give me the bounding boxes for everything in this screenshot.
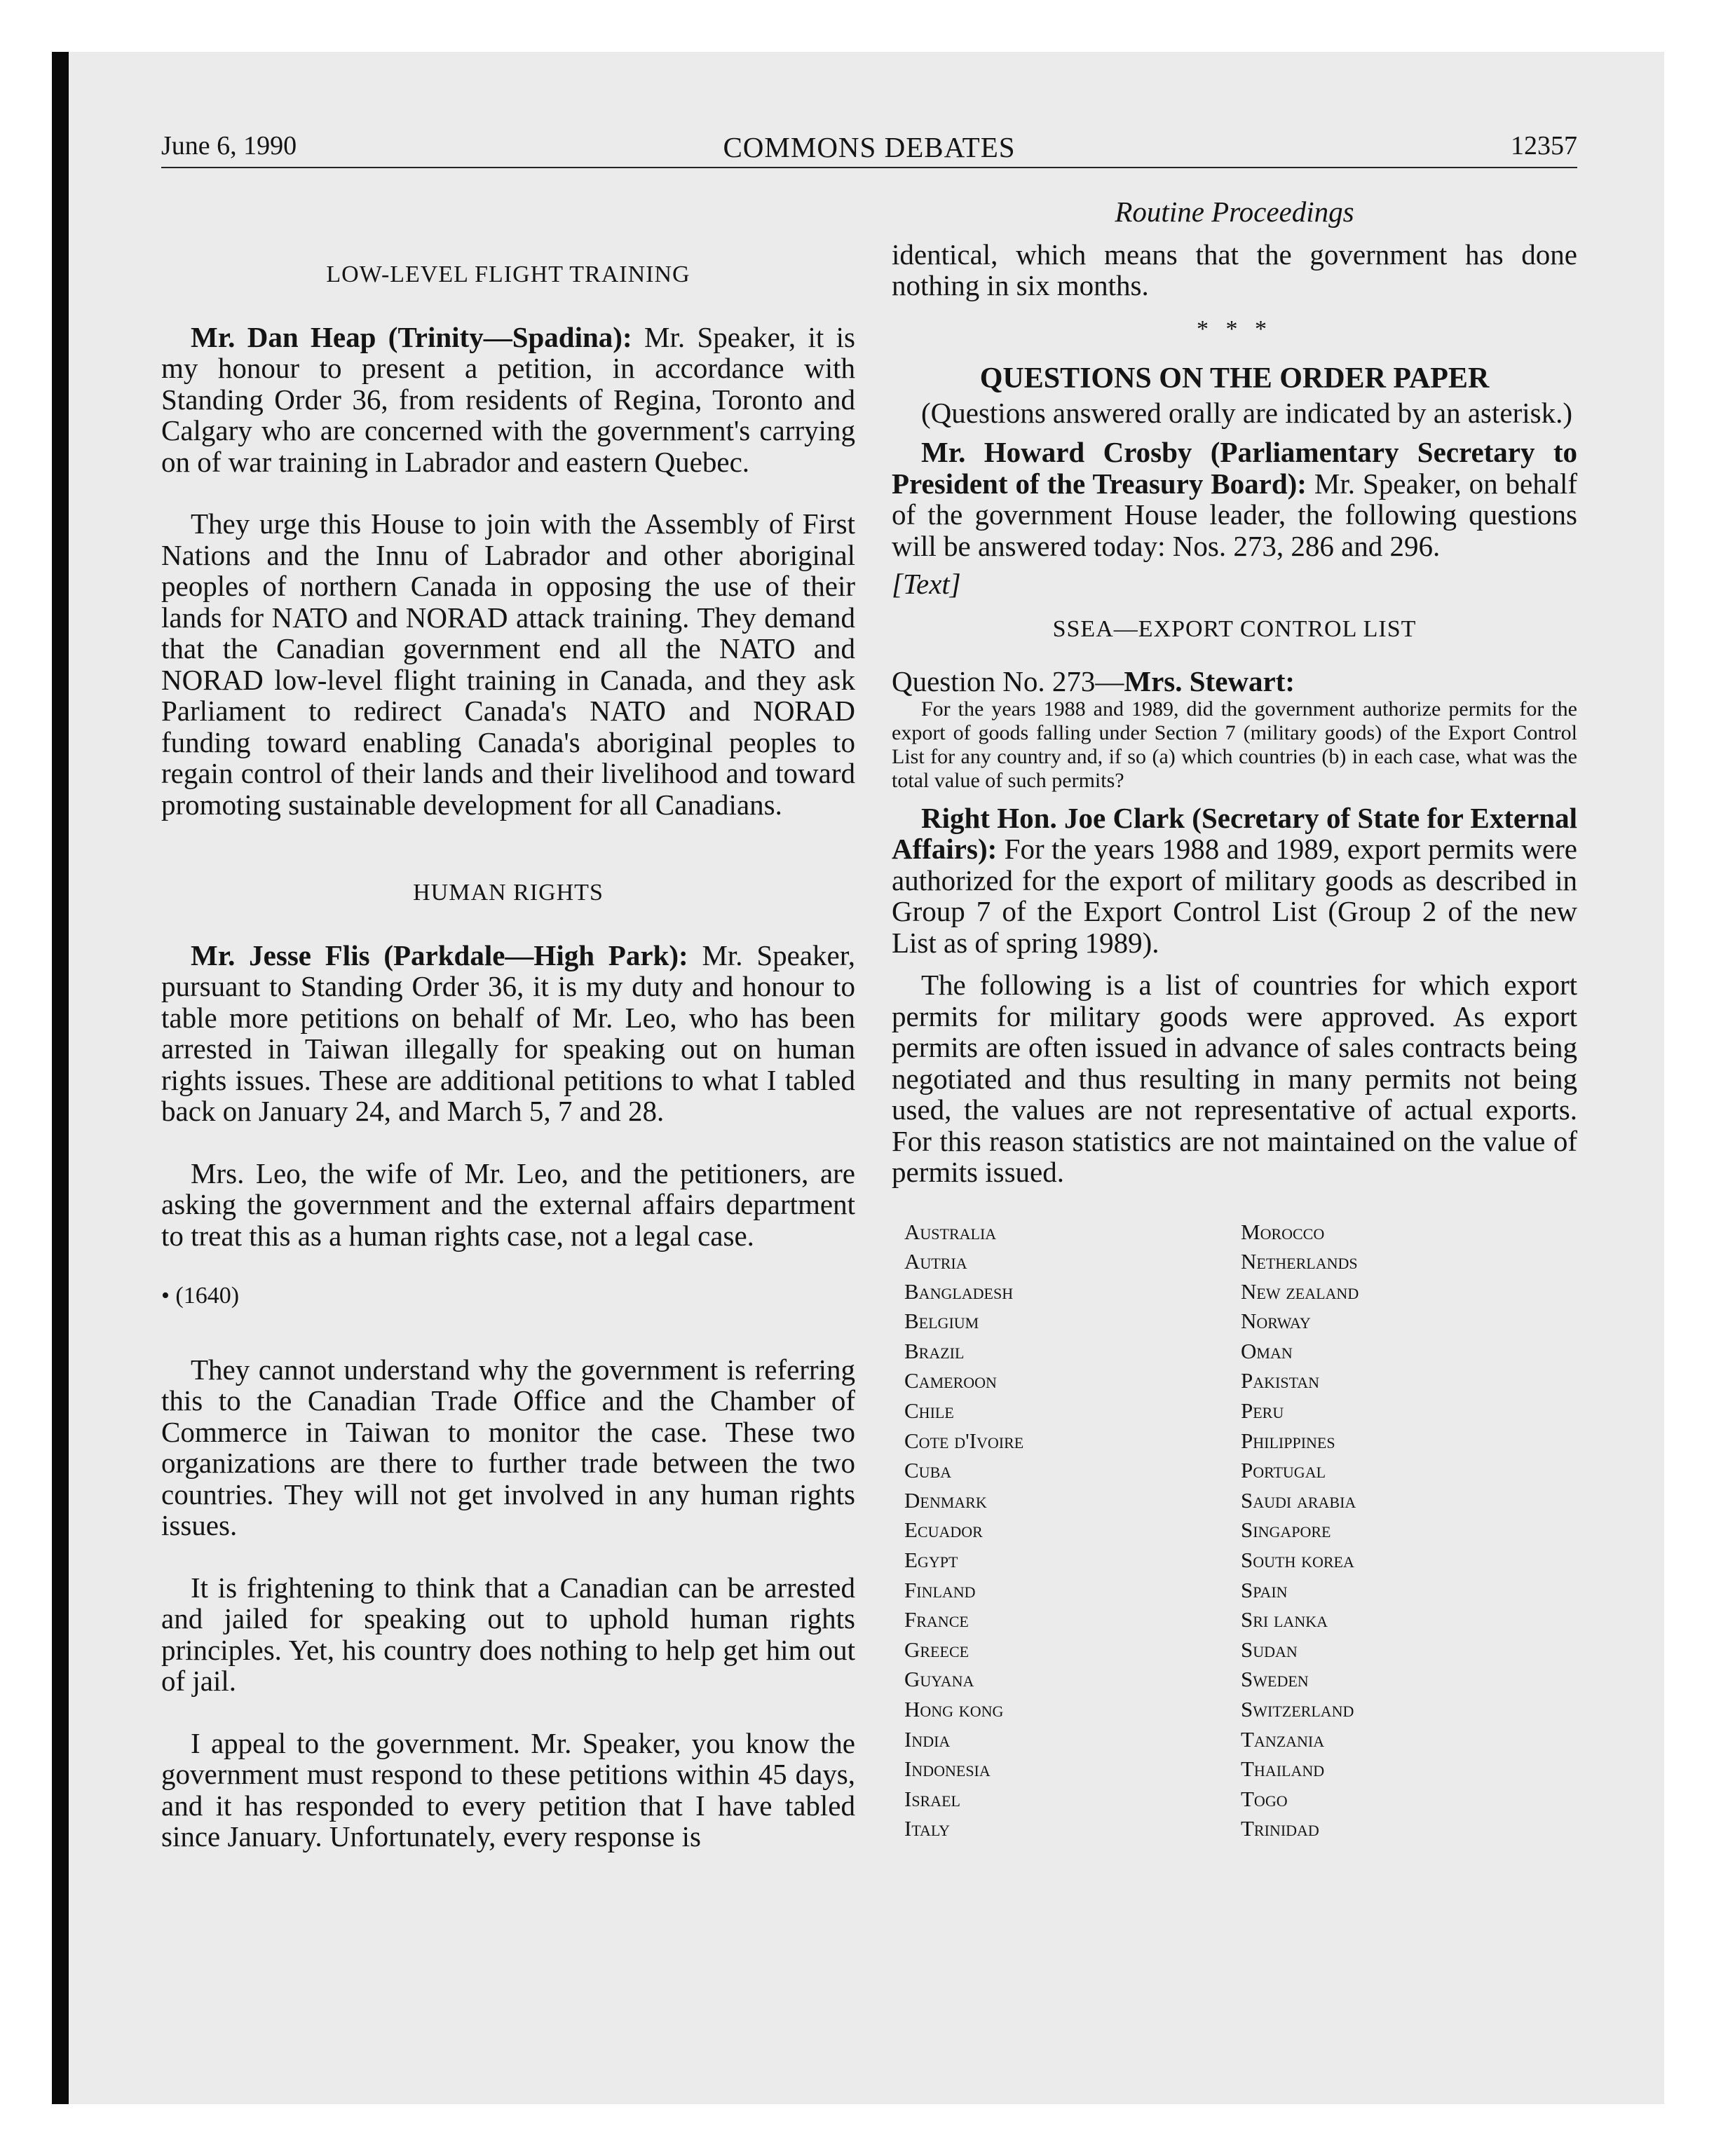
paragraph-frightening: It is frightening to think that a Canadian can be arrested and jailed for speaking out to uphold human rights principles. Yet, his country does nothing to help get him out of jail. [161,1571,855,1697]
paragraph-identical: identical, which means that the government has done nothing in six months. [892,238,1577,301]
page-header [161,125,1577,168]
country-item: Egypt [904,1548,958,1573]
page-content [161,0,1577,2156]
country-item: Australia [904,1219,997,1244]
country-item: Ecuador [904,1517,983,1543]
time-marker: • (1640) [161,1283,240,1309]
question-number: Question No. 273— [892,665,1124,697]
questions-heading: QUESTIONS ON THE ORDER PAPER [979,362,1490,395]
text-tag: [Text] [892,568,961,600]
paragraph-crosby-text: Mr. Speaker, on behalf of the government House leader, the following questions will be answered today: Nos. 273, 286 and 296. [892,467,1577,562]
country-item: Chile [904,1398,954,1424]
country-item: Brazil [904,1338,965,1363]
country-item: Norway [1241,1309,1311,1334]
paragraph-trade-office: They cannot understand why the government is referring this to the Canadian Trade Office and the Chamber of Commerce in Taiwan to monitor the case. These two organizations are there to further trade between the two countries. They will not get involved in any human rights issues. [161,1353,855,1541]
speaker-clark: Right Hon. Joe Clark (Secretary of State for External Affairs): [892,801,1577,865]
question-body: For the years 1988 and 1989, did the government authorize permits for the export of goods falling under Section 7 (military goods) of the Export Control List for any country and, if so (a) which countries (b) in each case, what was the total value of such permits? [892,697,1577,792]
country-item: Peru [1241,1398,1284,1424]
country-item: Singapore [1241,1517,1331,1543]
country-item: India [904,1726,951,1752]
country-list-col2 [1241,1217,1577,1844]
paragraph-appeal: I appeal to the government. Mr. Speaker, you know the government must respond to these petitions within 45 days, and it has responded to every petition that I have tabled since January. Unfortunately, every response is [161,1726,855,1853]
country-item: Sweden [1241,1667,1309,1692]
country-item: Switzerland [1241,1697,1354,1721]
header-date: June 6, 1990 [161,131,297,161]
paragraph-clark [892,803,1577,959]
country-item: Autria [904,1249,967,1274]
country-item: Indonesia [904,1756,991,1782]
header-title: COMMONS DEBATES [723,131,1016,163]
paragraph-country-list-intro: The following is a list of countries for which export permits for military goods were approved. As export permits are often issued in advance of sales contracts being negotiated and thus resulting in many permits not being used, the values are not representative of actual exports. For this reason statistics are not maintained on the value of permits issued. [892,969,1577,1188]
country-item: New zealand [1241,1278,1359,1304]
country-item: Trinidad [1241,1816,1319,1841]
country-item: Greece [904,1637,969,1662]
speaker-heap: Mr. Dan Heap (Trinity—Spadina): [191,320,632,353]
paragraph-heap [161,322,855,478]
country-item: Italy [904,1816,951,1841]
country-item: Israel [904,1786,960,1811]
paragraph-heap-text: Mr. Speaker, it is my honour to present a petition, in accordance with Standing Order 36, from residents of Regina, Toronto and Calgary who are concerned with the government's carrying on of war training in Labrador and eastern Quebec. [161,320,855,478]
right-column [892,196,1577,1844]
country-item: South korea [1241,1548,1354,1573]
country-item: Togo [1241,1786,1288,1811]
paragraph-crosby [892,437,1577,561]
section-heading-flight-training: LOW-LEVEL FLIGHT TRAINING [326,261,690,287]
speaker-flis: Mr. Jesse Flis (Parkdale—High Park): [191,939,688,971]
country-item: Sri lanka [1241,1607,1328,1632]
speaker-crosby: Mr. Howard Crosby (Parliamentary Secretary to President of the Treasury Board): [892,436,1577,500]
country-item: Netherlands [1241,1249,1358,1274]
country-item: Tanzania [1241,1726,1325,1752]
country-list [892,1217,1577,1844]
header-page-number: 12357 [1511,131,1577,161]
section-separator: * * * [1197,315,1272,342]
country-item: Hong kong [904,1697,1004,1721]
country-item: Belgium [904,1309,979,1334]
subheading-export-control: SSEA—EXPORT CONTROL LIST [1052,615,1417,642]
left-column [161,196,855,1853]
section-heading-human-rights: HUMAN RIGHTS [413,880,604,906]
paragraph-clark-text: For the years 1988 and 1989, export permits were authorized for the export of military goods as described in Group 7 of the Export Control List (Group 2 of the new List as of spring 1989). [892,833,1577,959]
country-item: Guyana [904,1667,974,1692]
country-item: Cameroon [904,1368,997,1393]
country-item: Thailand [1241,1756,1325,1782]
questions-note: (Questions answered orally are indicated by an asterisk.) [921,396,1573,429]
paragraph-assembly: They urge this House to join with the Assembly of First Nations and the Innu of Labrador and other aboriginal peoples of northern Canada in opposing the use of their lands for NATO and NORAD attack training. They demand that the Canadian government end all the NATO and NORAD low-level flight training in Canada, and they ask Parliament to redirect Canada's NATO and NORAD funding toward enabling Canada's aboriginal peoples to regain control of their lands and their livelihood and toward promoting sustainable development for all Canadians. [161,507,855,821]
country-item: Finland [904,1577,976,1602]
paragraph-flis [161,940,855,1127]
paragraph-flis-text: Mr. Speaker, pursuant to Standing Order 36, it is my duty and honour to table more petitions on behalf of Mr. Leo, who has been arrested in Taiwan illegally for speaking out on human rights issues. These are additional petitions to what I tabled back on January 24, and March 5, 7 and 28. [161,939,855,1127]
country-item: Portugal [1241,1458,1326,1483]
section-label: Routine Proceedings [1115,196,1354,228]
country-item: Morocco [1241,1219,1325,1244]
country-item: Philippines [1241,1428,1335,1453]
country-item: Oman [1241,1338,1293,1363]
country-item: Pakistan [1241,1368,1320,1393]
country-item: Saudi arabia [1241,1487,1356,1513]
country-item: Cuba [904,1458,952,1483]
question-line [892,666,1577,697]
country-item: Spain [1241,1577,1288,1602]
country-item: Cote d'Ivoire [904,1428,1024,1453]
paragraph-mrs-leo: Mrs. Leo, the wife of Mr. Leo, and the petitioners, are asking the government and the external affairs department to treat this as a human rights case, not a legal case. [161,1157,855,1252]
country-item: Denmark [904,1487,987,1513]
country-item: France [904,1607,969,1632]
country-list-col1 [904,1217,1241,1844]
country-item: Bangladesh [904,1278,1014,1304]
country-item: Sudan [1241,1637,1298,1662]
question-asker: Mrs. Stewart: [1124,665,1295,697]
